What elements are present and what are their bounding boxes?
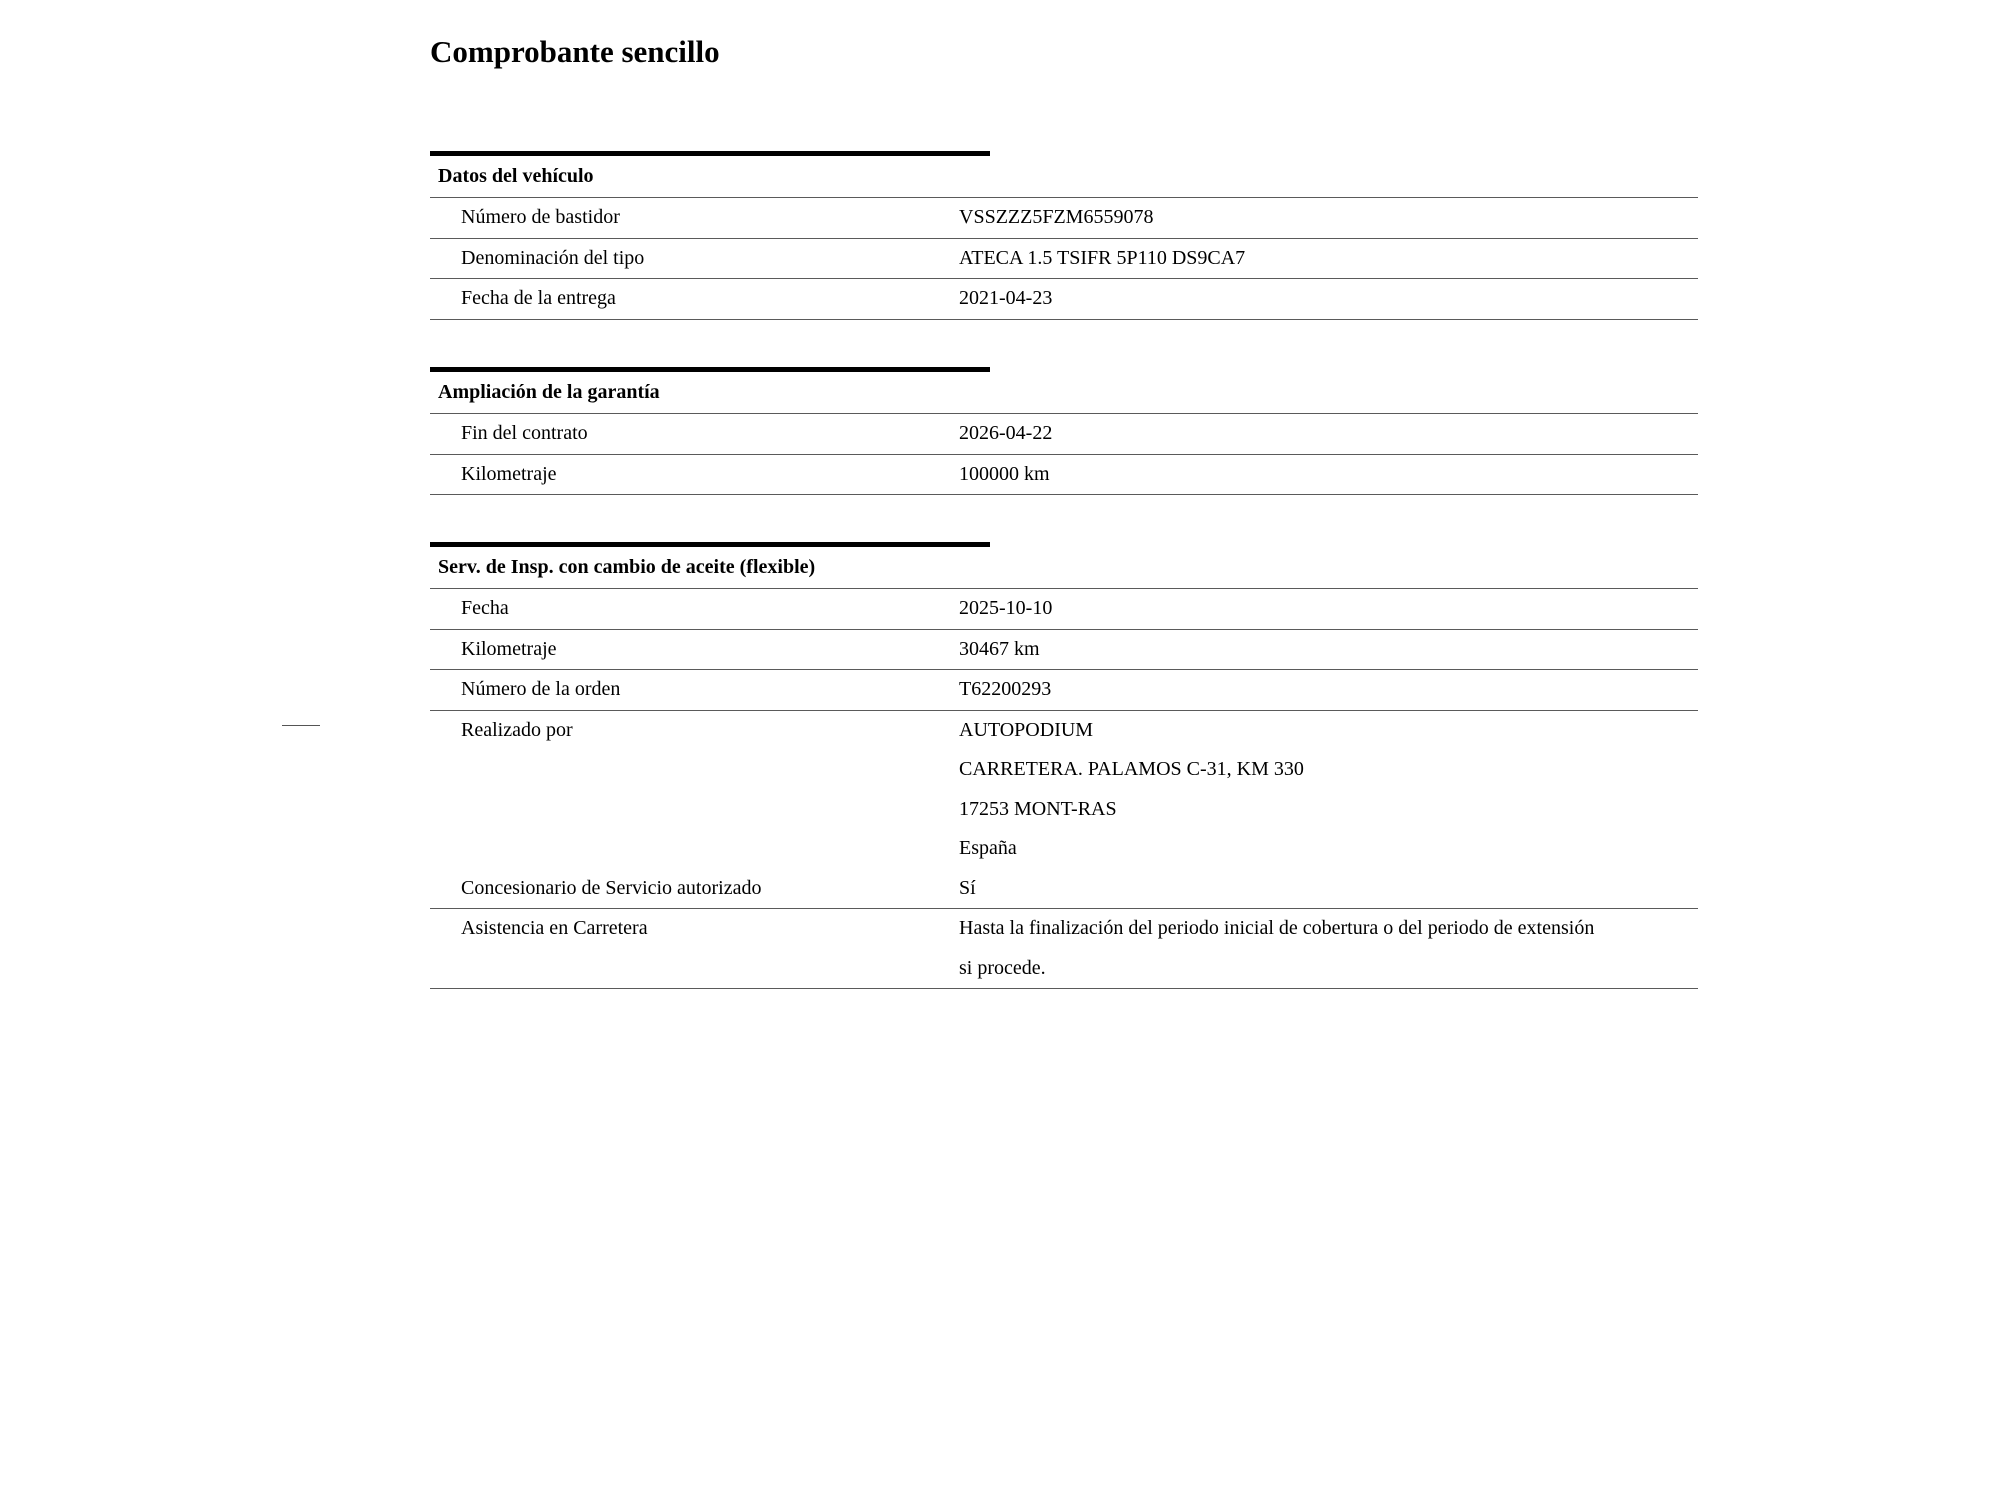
- table-row: [430, 239, 1698, 280]
- table-row: [430, 630, 1698, 671]
- row-label: Denominación del tipo: [461, 246, 645, 269]
- row-label: Kilometraje: [461, 637, 557, 660]
- row-value: 2025-10-10: [959, 597, 1053, 619]
- row-label: Fin del contrato: [461, 422, 588, 444]
- table-row: [430, 711, 1698, 869]
- table-row: [430, 455, 1698, 496]
- row-value: CARRETERA. PALAMOS C-31, KM 330: [959, 758, 1304, 780]
- row-value: 2026-04-22: [959, 422, 1053, 444]
- section-vehicle-data: [430, 151, 1698, 320]
- section-inspection-service: [430, 542, 1698, 989]
- row-label: Número de la orden: [461, 678, 621, 700]
- table-row: [430, 909, 1698, 989]
- row-label: Fecha: [461, 597, 509, 619]
- row-value: 30467 km: [959, 637, 1040, 660]
- section-heading: Serv. de Insp. con cambio de aceite (flexible): [430, 547, 1698, 589]
- row-value: AUTOPODIUM: [959, 718, 1094, 741]
- section-heading: Ampliación de la garantía: [430, 372, 1698, 414]
- row-label: Concesionario de Servicio autorizado: [461, 876, 762, 899]
- row-value: VSSZZZ5FZM6559078: [959, 206, 1154, 228]
- row-label: Kilometraje: [461, 462, 557, 485]
- row-value: ATECA 1.5 TSIFR 5P110 DS9CA7: [959, 246, 1246, 269]
- document-title: Comprobante sencillo: [430, 34, 720, 69]
- section-heading: Datos del vehículo: [430, 156, 1698, 198]
- row-value: 100000 km: [959, 462, 1050, 485]
- table-row: [430, 869, 1698, 910]
- table-row: [430, 198, 1698, 239]
- row-label: Número de bastidor: [461, 206, 620, 228]
- row-value: Hasta la finalización del periodo inicial de cobertura o del periodo de extensión: [959, 917, 1595, 939]
- address-block: [959, 711, 1698, 869]
- row-value: Sí: [959, 876, 976, 899]
- section-warranty-extension: [430, 367, 1698, 495]
- table-row: [430, 414, 1698, 455]
- margin-mark: [282, 725, 320, 726]
- row-value: España: [959, 837, 1017, 859]
- row-value: 17253 MONT-RAS: [959, 797, 1117, 820]
- row-label: Realizado por: [461, 718, 573, 741]
- row-label: Fecha de la entrega: [461, 287, 616, 309]
- table-row: [430, 279, 1698, 320]
- table-row: [430, 589, 1698, 630]
- row-value: si procede.: [959, 956, 1046, 979]
- row-value: T62200293: [959, 678, 1052, 700]
- row-label: Asistencia en Carretera: [461, 917, 648, 939]
- table-row: [430, 670, 1698, 711]
- row-value: 2021-04-23: [959, 287, 1053, 309]
